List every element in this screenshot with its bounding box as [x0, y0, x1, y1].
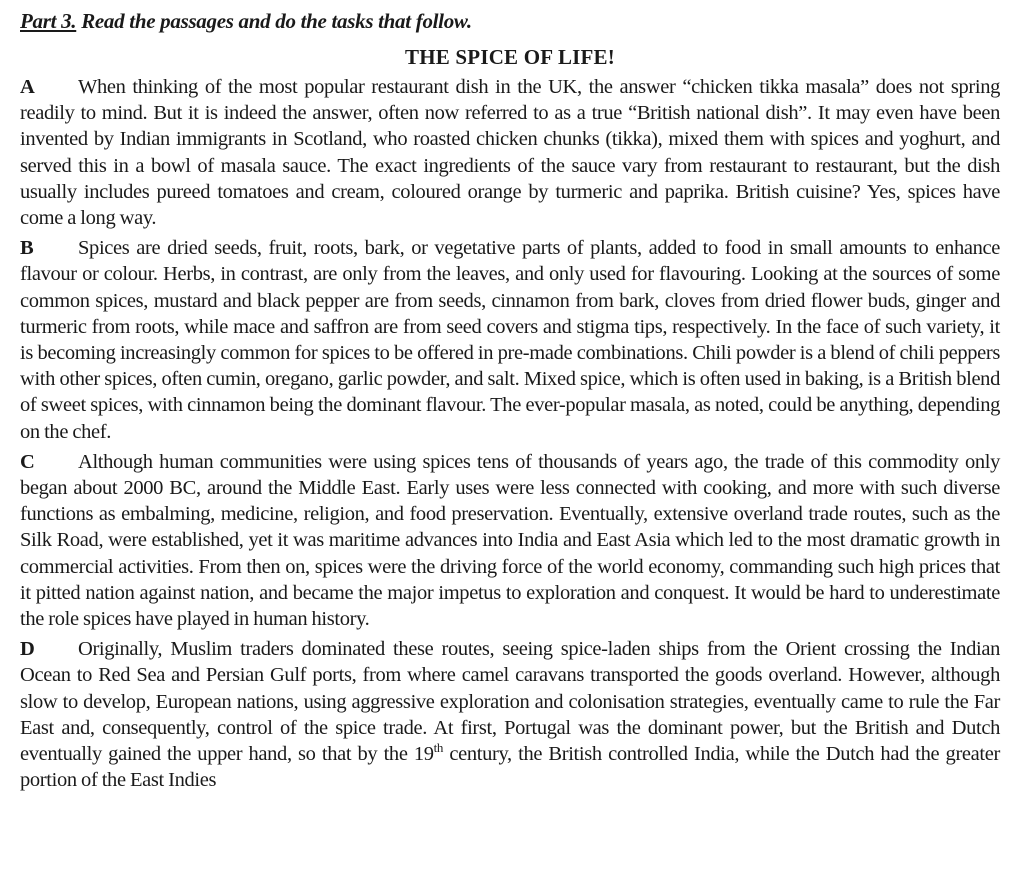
paragraph-c: [20, 449, 1000, 632]
paragraph-letter: D: [20, 638, 35, 661]
ordinal-suffix: th: [433, 740, 444, 756]
paragraph-d: [20, 636, 1000, 793]
paragraph-text: Spices are dried seeds, fruit, roots, bark, or vegetative parts of plants, added to food in small amounts to enhance flavour or colour. Herbs, in contrast, are only from the leaves, and only used for flavouring. Looking at the sources of some common spices, mustard and black pepper are from seeds, cinnamon from bark, cloves from dried flower buds, ginger and turmeric from roots, while mace and saffron are from seed covers and stigma tips, respectively. In the face of such variety, it is becoming increasingly common for spices to be offered in pre-made combinations. Chili powder is a blend of chili peppers with other spices, often cumin, oregano, garlic powder, and salt. Mixed spice, which is often used in baking, is a British blend of sweet spices, with cinnamon being the dominant flavour. The ever-popular masala, as noted, could be anything, depending on the chef.: [20, 237, 1000, 443]
instruction-text: Read the passages and do the tasks that follow.: [81, 9, 472, 33]
task-instruction: [20, 6, 1000, 36]
paragraph-letter: A: [20, 76, 35, 98]
paragraph-a: [20, 74, 1000, 231]
paragraph-b: [20, 235, 1000, 445]
paragraph-text: When thinking of the most popular restaurant dish in the UK, the answer “chicken tikka masala” does not spring readily to mind. But it is indeed the answer, often now referred to as a true “British national dish”. It may even have been invented by Indian immigrants in Scotland, who roasted chicken chunks (tikka), mixed them with spices and yoghurt, and served this in a bowl of masala sauce. The exact ingredients of the sauce vary from restaurant to restaurant, but the dish usually includes pureed tomatoes and cream, coloured orange by turmeric and paprika. British cuisine? Yes, spices have come a long way.: [20, 76, 1000, 230]
passage-title: THE SPICE OF LIFE!: [405, 45, 615, 69]
paragraph-letter: C: [20, 450, 35, 473]
paragraph-letter: B: [20, 237, 34, 260]
paragraph-text-continued: century, the British controlled India, while the Dutch had the greater portion of the East Indies: [20, 743, 1000, 792]
paragraph-text: Originally, Muslim traders dominated these routes, seeing spice-laden ships from the Orient crossing the Indian Ocean to Red Sea and Persian Gulf ports, from where camel caravans transported the goods overland. However, although slow to develop, European nations, using aggressive exploration and colonisation strategies, eventually came to rule the Far East and, consequently, control of the spice trade. At first, Portugal was the dominant power, but the British and Dutch eventually gained the upper hand, so that by the 19: [20, 638, 1000, 766]
paragraph-text: Although human communities were using spices tens of thousands of years ago, the trade of this commodity only began about 2000 BC, around the Middle East. Early uses were less connected with cooking, and more with such diverse functions as embalming, medicine, religion, and food preservation. Eventually, extensive overland trade routes, such as the Silk Road, were established, yet it was maritime advances into India and East Asia which led to the most dramatic growth in commercial activities. From then on, spices were the driving force of the world economy, commanding such high prices that it pitted nation against nation, and became the major impetus to exploration and conquest. It would be hard to underestimate the role spices have played in human history.: [20, 450, 1000, 631]
part-label: Part 3.: [20, 9, 77, 33]
